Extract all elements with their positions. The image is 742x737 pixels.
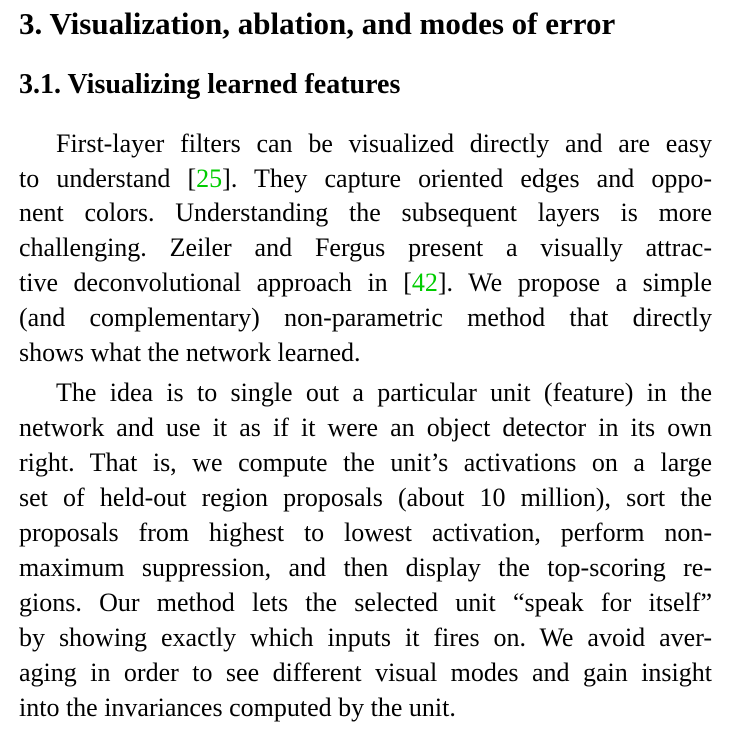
- subsection-heading: 3.1. Visualizing learned features: [19, 69, 401, 100]
- paragraph-line: to understand [25]. They capture oriented edges and oppo-: [19, 164, 712, 193]
- paragraph-line: challenging. Zeiler and Fergus present a visually attrac-: [19, 233, 712, 262]
- paragraph-line: proposals from highest to lowest activation, perform non-: [19, 518, 712, 547]
- paragraph-line: network and use it as if it were an object detector in its own: [19, 413, 712, 442]
- paragraph-line: gions. Our method lets the selected unit “speak for itself”: [19, 588, 712, 617]
- paragraph-line: nent colors. Understanding the subsequent layers is more: [19, 198, 712, 227]
- paragraph-line: right. That is, we compute the unit’s activations on a large: [19, 448, 712, 477]
- paragraph-line: (and complementary) non-parametric method that directly: [19, 303, 712, 332]
- paragraph-line: into the invariances computed by the unit.: [19, 693, 456, 722]
- paragraph-line: First-layer filters can be visualized directly and are easy: [56, 129, 712, 158]
- paragraph-line: maximum suppression, and then display the top-scoring re-: [19, 553, 712, 582]
- paragraph-line: by showing exactly which inputs it fires on. We avoid aver-: [19, 623, 712, 652]
- section-heading: 3. Visualization, ablation, and modes of error: [19, 6, 616, 41]
- paragraph-line: tive deconvolutional approach in [42]. We propose a simple: [19, 268, 712, 297]
- citation-link-25[interactable]: 25: [196, 164, 223, 193]
- paragraph-line: The idea is to single out a particular unit (feature) in the: [56, 378, 712, 407]
- paragraph-line: shows what the network learned.: [19, 338, 361, 367]
- citation-link-42[interactable]: 42: [411, 268, 438, 297]
- paragraph-line: aging in order to see different visual modes and gain insight: [19, 658, 712, 687]
- paragraph-line: set of held-out region proposals (about 10 million), sort the: [19, 483, 712, 512]
